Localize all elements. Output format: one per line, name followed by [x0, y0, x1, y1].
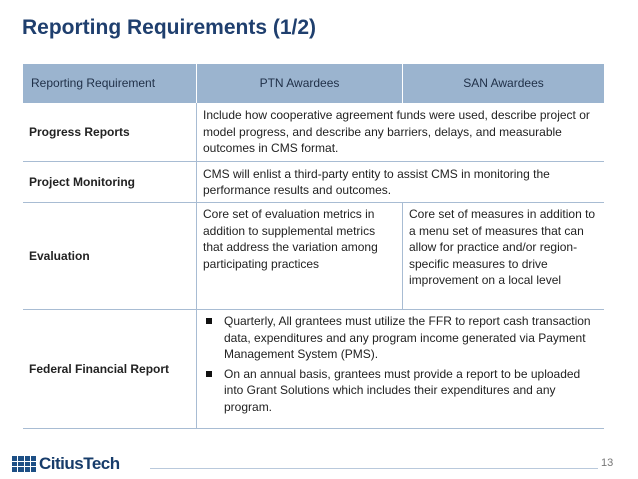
table-row	[23, 103, 604, 162]
header-san-awardees: SAN Awardees	[403, 64, 605, 103]
table-header-row	[23, 64, 604, 103]
logo-grid-icon	[12, 456, 36, 472]
page-number: 13	[601, 457, 614, 469]
list-item-text: On an annual basis, grantees must provide a report to be uploaded into Grant Solutions which includes their expenditures and any program.	[224, 366, 581, 414]
ptn-evaluation-text: Core set of evaluation metrics in addition to supplemental metrics that address the variation among participating practices	[197, 203, 403, 310]
logo-text: CitiusTech	[39, 454, 120, 473]
san-evaluation-text: Core set of measures in addition to a menu set of measures that can allow for practice and/or region-specific measures to drive improvement on a local level	[403, 203, 605, 310]
table-row	[23, 310, 604, 429]
row-shared-text: Include how cooperative agreement funds were used, describe project or model progress, and describe any barriers, delays, and measurable outcomes in CMS format.	[197, 103, 605, 162]
list-item	[203, 313, 598, 363]
bullet-list	[203, 313, 598, 415]
list-item	[203, 366, 598, 416]
row-label: Evaluation	[23, 203, 197, 310]
slide-footer	[12, 452, 626, 474]
row-label: Federal Financial Report	[23, 310, 197, 429]
table-row	[23, 162, 604, 203]
row-bullet-cell	[197, 310, 605, 429]
list-item-text: Quarterly, All grantees must utilize the FFR to report cash transaction data, expenditures and any program income generated via Payment Management System (PMS).	[224, 314, 591, 361]
slide-title: Reporting Requirements (1/2)	[22, 16, 317, 39]
header-ptn-awardees: PTN Awardees	[197, 64, 403, 103]
reporting-requirements-table	[23, 64, 604, 429]
row-label: Project Monitoring	[23, 162, 197, 203]
square-bullet-icon	[206, 371, 212, 377]
row-shared-text: CMS will enlist a third-party entity to assist CMS in monitoring the performance results and outcomes.	[197, 162, 605, 203]
table-row	[23, 203, 604, 310]
row-label: Progress Reports	[23, 103, 197, 162]
citiustech-logo	[12, 454, 120, 474]
square-bullet-icon	[206, 318, 212, 324]
footer-divider	[150, 468, 598, 469]
header-reporting-requirement: Reporting Requirement	[23, 64, 197, 103]
